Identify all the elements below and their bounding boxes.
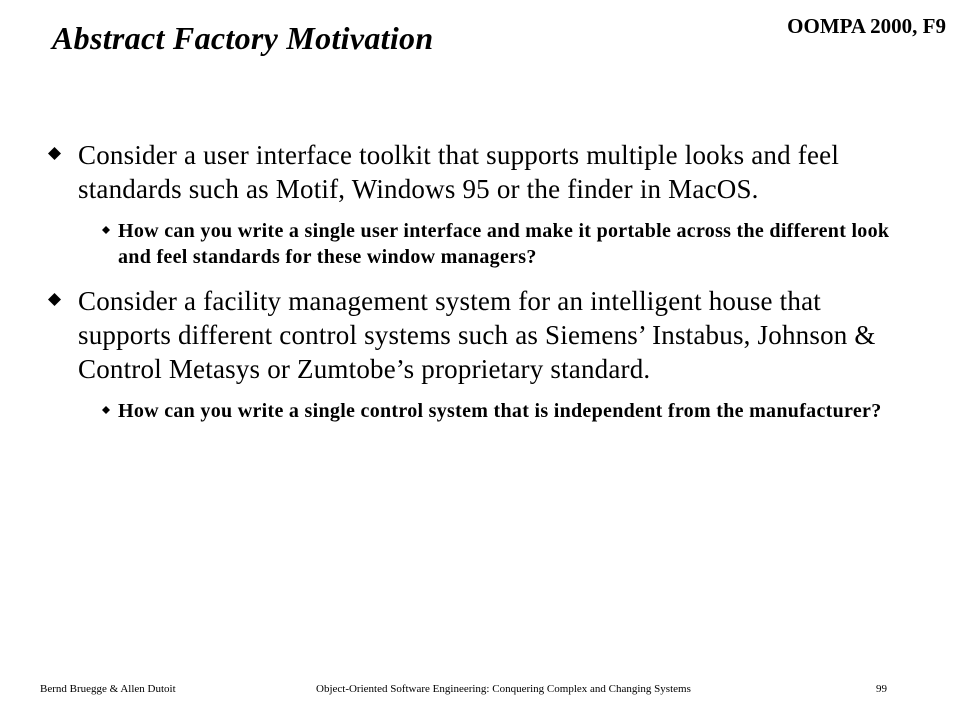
slide-title: Abstract Factory Motivation	[52, 20, 434, 56]
footer	[0, 683, 960, 701]
diamond-bullet-icon	[48, 147, 61, 160]
sub-bullet-text: How can you write a single control system that is independent from the manufacturer?	[118, 400, 882, 422]
sub-bullet-text: How can you write a single user interface and make it portable across the different look and feel standards for these window managers?	[118, 220, 890, 268]
page-number: 99	[876, 683, 887, 695]
small-diamond-bullet-icon	[102, 226, 110, 234]
sub-bullet-item-2	[102, 398, 908, 424]
footer-authors: Bernd Bruegge & Allen Dutoit	[40, 683, 176, 695]
sub-bullet-item-1	[102, 218, 908, 270]
bullet-text: Consider a user interface toolkit that supports multiple looks and feel standards such as Motif, Windows 95 or the finder in MacOS.	[78, 140, 840, 204]
bullet-item-1	[48, 138, 908, 206]
bullet-text: Consider a facility management system for an intelligent house that supports different control systems such as Siemens’ Instabus, Johnson & Control Metasys or Zumtobe’s proprietary standard.	[78, 286, 876, 384]
course-tag: OOMPA 2000, F9	[787, 14, 946, 38]
bullet-item-2	[48, 284, 908, 386]
slide-body	[48, 138, 908, 436]
small-diamond-bullet-icon	[102, 406, 110, 414]
diamond-bullet-icon	[48, 293, 61, 306]
footer-book-title: Object-Oriented Software Engineering: Conquering Complex and Changing Systems	[316, 683, 691, 695]
